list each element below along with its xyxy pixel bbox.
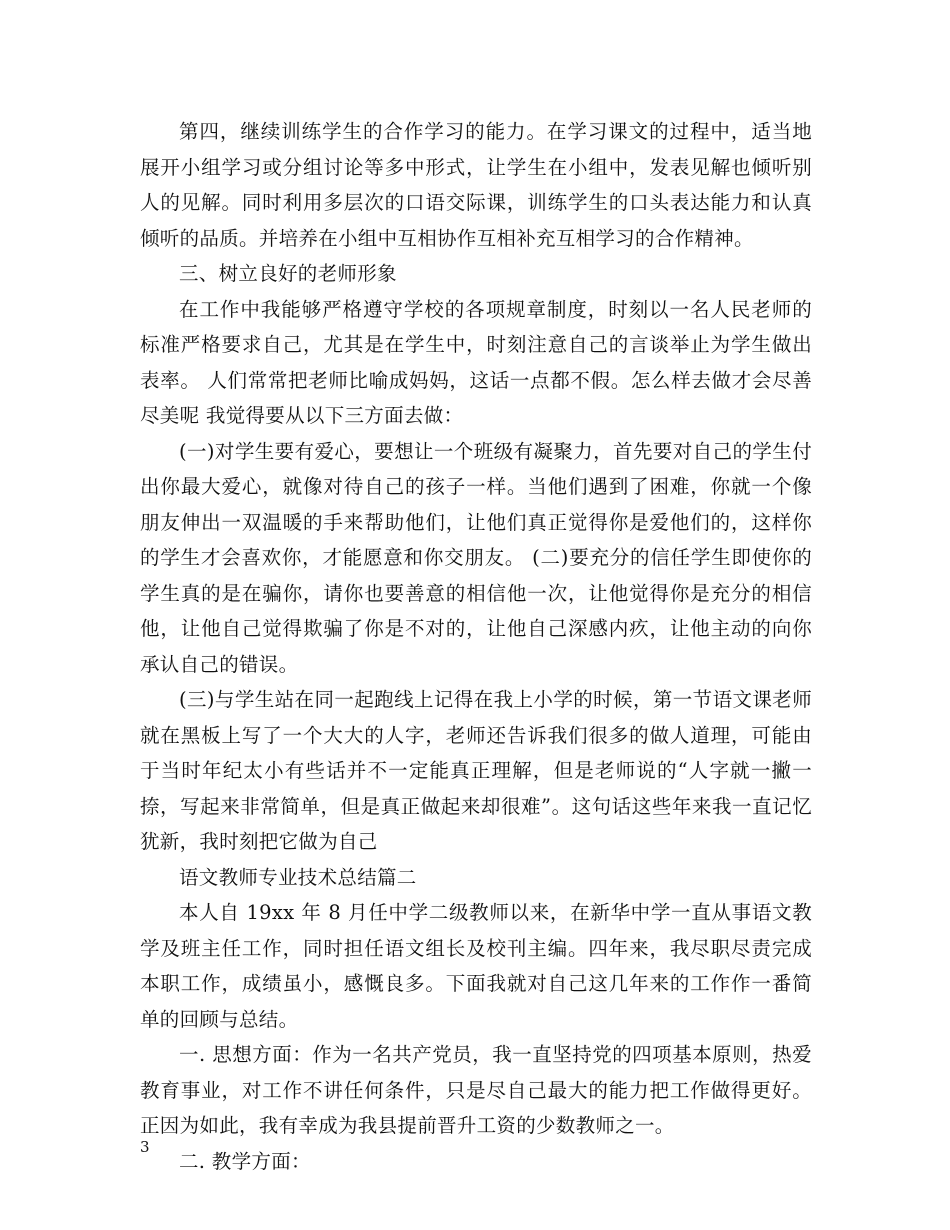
paragraph-introduction: 本人自 19xx 年 8 月任中学二级教师以来，在新华中学一直从事语文教学及班主任工作，同时担任语文组长及校刊主编。四年来，我尽职尽责完成本职工作，成绩虽小，感慨良多。下面我就对自己这几年来的工作作一番简单的回顾与总结。 [140,901,812,1031]
section-heading-teacher-image: 三、树立良好的老师形象 [179,262,397,285]
paragraph-love-and-trust: (一)对学生要有爱心，要想让一个班级有凝聚力，首先要对自己的学生付出你最大爱心，就像对待自己的孩子一样。当他们遇到了困难，你就一个像朋友伸出一双温暖的手来帮助他们，让他们真正觉得你是爱他们的，这样你的学生才会喜欢你，才能愿意和你交朋友。 (二)要充分的信任学生即使你的学生真的是在骗你，请你也要善意的相信他一次，让他觉得你是充分的相信他，让他自己觉得欺骗了你是不对的，让他自己深感内疚，让他主动的向你承认自己的错误。 [140,439,812,676]
paragraph-same-starting-line: (三)与学生站在同一起跑线上记得在我上小学的时候，第一节语文课老师就在黑板上写了一个大大的人字，老师还告诉我们很多的做人道理，可能由于当时年纪太小有些话并不一定能真正理解，但是老师说的“人字就一撇一捺，写起来非常简单，但是真正做起来却很难”。这句话这些年来我一直记忆犹新，我时刻把它做为自己 [140,688,812,853]
document-body [140,114,812,1179]
paragraph-rules: 在工作中我能够严格遵守学校的各项规章制度，时刻以一名人民老师的标准严格要求自己，尤其是在学生中，时刻注意自己的言谈举止为学生做出表率。 人们常常把老师比喻成妈妈，这话一点都不假。怎么样去做才会尽善尽美呢 我觉得要从以下三方面去做： [140,297,812,427]
section-heading-teaching: 二. 教学方面： [179,1149,311,1173]
page-number: 3 [140,1138,150,1156]
paragraph-cooperative-learning: 第四，继续训练学生的合作学习的能力。在学习课文的过程中，适当地展开小组学习或分组讨论等多中形式，让学生在小组中，发表见解也倾听别人的见解。同时利用多层次的口语交际课，训练学生的口头表达能力和认真倾听的品质。并培养在小组中互相协作互相补充互相学习的合作精神。 [140,120,812,250]
article-title-part-two: 语文教师专业技术总结篇二 [179,865,417,889]
paragraph-ideology: 一. 思想方面：作为一名共产党员，我一直坚持党的四项基本原则，热爱教育事业，对工作不讲任何条件，只是尽自己最大的能力把工作做得更好。正因为如此，我有幸成为我县提前晋升工资的少数教师之一。 [140,1043,812,1137]
